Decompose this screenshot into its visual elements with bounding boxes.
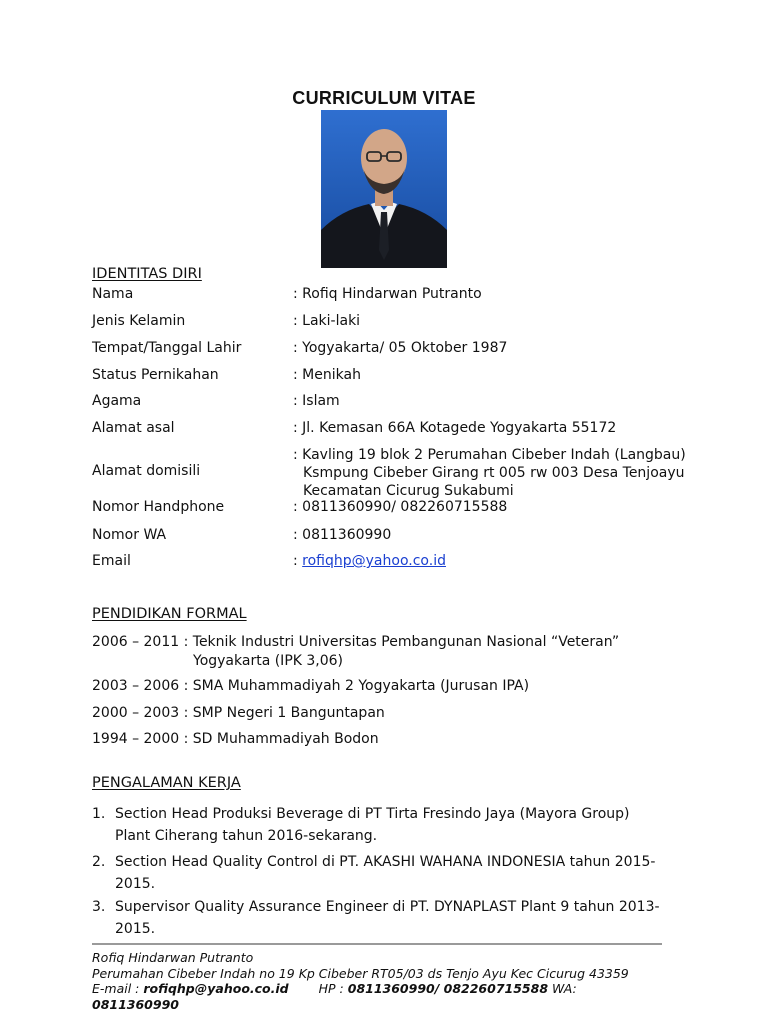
footer-name: Rofiq Hindarwan Putranto	[92, 950, 254, 965]
email-value-wrap	[293, 553, 446, 569]
job-text	[115, 851, 655, 895]
footer-wa: 0811360990	[92, 996, 179, 1012]
identity-value: : Jl. Kemasan 66A Kotagede Yogyakarta 55172	[293, 420, 617, 436]
identity-label: Jenis Kelamin	[92, 313, 186, 329]
identity-value: : Islam	[293, 393, 340, 409]
email-link[interactable]: rofiqhp@yahoo.co.id	[302, 553, 446, 569]
education-item	[92, 704, 385, 723]
page-footer	[92, 950, 629, 1012]
domisili-line: Ksmpung Cibeber Girang rt 005 rw 003 Desa Tenjoayu	[303, 465, 685, 481]
footer-address: Perumahan Cibeber Indah no 19 Kp Cibeber RT05/03 ds Tenjo Ayu Kec Cicurug 43359	[92, 965, 629, 981]
identity-label: Alamat asal	[92, 420, 175, 436]
domisili-line: Kecamatan Cicurug Sukabumi	[303, 483, 514, 499]
identity-value: : Yogyakarta/ 05 Oktober 1987	[293, 340, 508, 356]
education-item	[92, 730, 379, 749]
education-line: Yogyakarta (IPK 3,06)	[193, 653, 344, 669]
job-number: 3.	[92, 899, 106, 915]
identity-value: : 0811360990/ 082260715588	[293, 499, 508, 515]
job-line: Plant Ciherang tahun 2016-sekarang.	[115, 828, 378, 844]
footer-email: rofiqhp@yahoo.co.id	[143, 981, 289, 996]
job-number: 1.	[92, 806, 106, 822]
identity-label: Nomor WA	[92, 527, 167, 543]
education-item	[92, 633, 619, 671]
job-line: Section Head Quality Control di PT. AKASHI WAHANA INDONESIA tahun 2015-	[115, 854, 656, 870]
section-heading-identitas: IDENTITAS DIRI	[92, 266, 202, 282]
job-text	[115, 896, 660, 940]
education-item	[92, 677, 529, 696]
job-number: 2.	[92, 854, 106, 870]
profile-photo	[321, 110, 447, 268]
section-heading-pengalaman: PENGALAMAN KERJA	[92, 775, 241, 791]
identity-label: Email	[92, 553, 131, 569]
education-line: 2003 – 2006 : SMA Muhammadiyah 2 Yogyakarta (Jurusan IPA)	[92, 678, 530, 694]
domisili-line: : Kavling 19 blok 2 Perumahan Cibeber Indah (Langbau)	[293, 447, 686, 463]
colon-prefix: :	[293, 553, 303, 569]
identity-value: : Laki-laki	[293, 313, 361, 329]
footer-hp: 0811360990/ 082260715588	[347, 981, 549, 996]
job-line: 2015.	[115, 876, 156, 892]
identity-label: Status Pernikahan	[92, 367, 219, 383]
identity-value: : Menikah	[293, 367, 361, 383]
education-line: 2006 – 2011 : Teknik Industri Universitas Pembangunan Nasional “Veteran”	[92, 634, 620, 650]
job-line: 2015.	[115, 921, 156, 937]
job-text	[115, 803, 630, 847]
job-line: Section Head Produksi Beverage di PT Tirta Fresindo Jaya (Mayora Group)	[115, 806, 630, 822]
footer-contact	[92, 981, 629, 997]
footer-wa-label: WA:	[552, 981, 577, 996]
identity-value: : 0811360990	[293, 527, 392, 543]
footer-hp-label: HP :	[318, 981, 348, 996]
footer-email-label: E-mail :	[92, 981, 144, 996]
education-line: 2000 – 2003 : SMP Negeri 1 Banguntapan	[92, 705, 385, 721]
identity-label: Nomor Handphone	[92, 499, 225, 515]
identity-value: : Rofiq Hindarwan Putranto	[293, 286, 482, 302]
education-line: 1994 – 2000 : SD Muhammadiyah Bodon	[92, 731, 379, 747]
identity-label: Alamat domisili	[92, 463, 201, 479]
job-line: Supervisor Quality Assurance Engineer di PT. DYNAPLAST Plant 9 tahun 2013-	[115, 899, 660, 915]
identity-label: Nama	[92, 286, 134, 302]
identity-label: Tempat/Tanggal Lahir	[92, 340, 242, 356]
section-heading-pendidikan: PENDIDIKAN FORMAL	[92, 606, 247, 622]
footer-divider	[92, 943, 662, 945]
document-title: CURRICULUM VITAE	[292, 88, 476, 108]
identity-label: Agama	[92, 393, 142, 409]
domisili-address	[293, 446, 686, 500]
